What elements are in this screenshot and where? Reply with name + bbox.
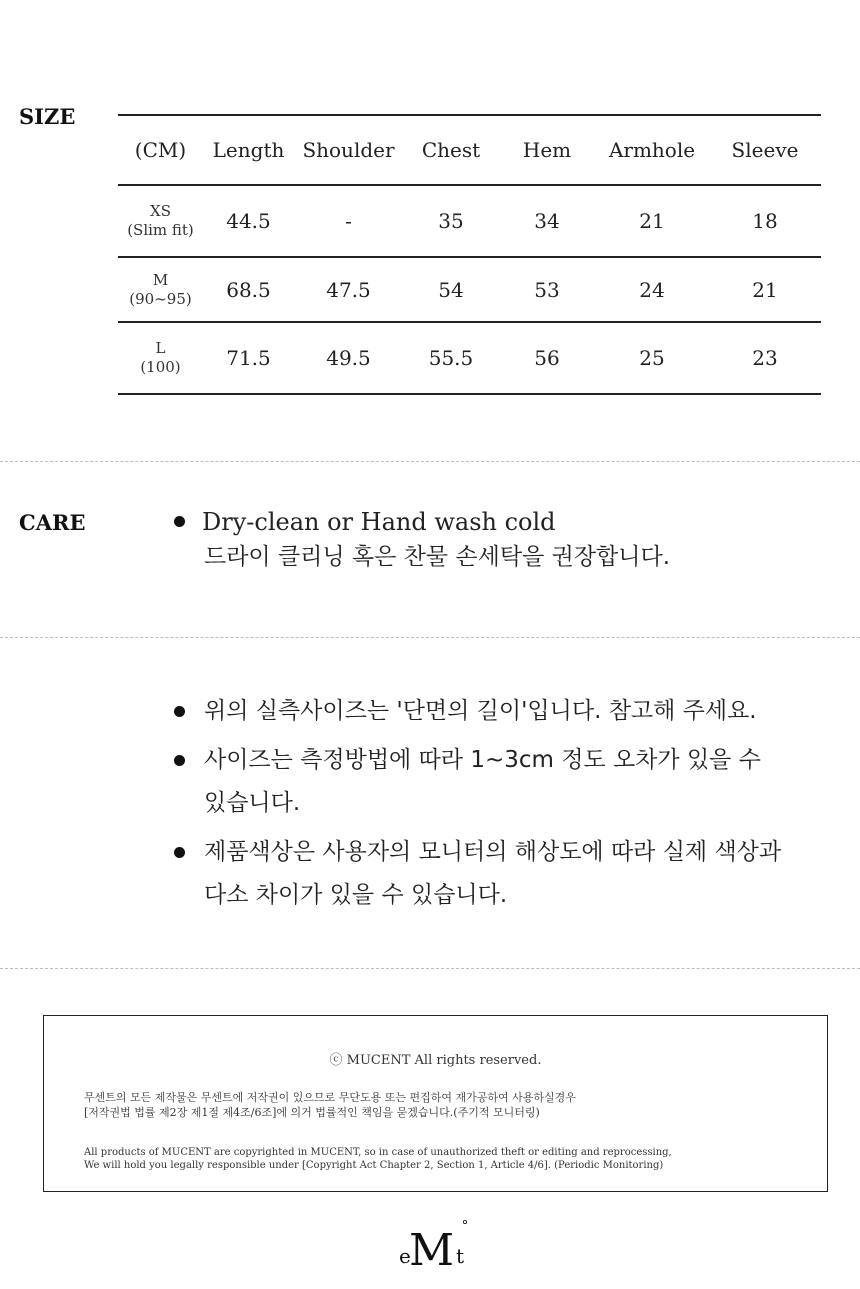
section-divider — [0, 461, 860, 462]
value-sleeve: 18 — [752, 209, 778, 233]
value-hem: 34 — [534, 209, 560, 233]
note-text-continued: 있습니다. — [204, 790, 301, 816]
bullet-icon — [174, 755, 185, 766]
copyright-title: ⓒ MUCENT All rights reserved. — [329, 1053, 542, 1068]
value-shoulder: - — [345, 209, 352, 233]
bullet-icon — [174, 516, 185, 527]
copyright-en-line: We will hold you legally responsible under [Copyright Act Chapter 2, Section 1, Article 4/6]. (Periodic Monitoring) — [84, 1160, 664, 1171]
copyright-ko-line: [저작권법 법률 제2장 제1절 제4조/6조]에 의거 법률적인 책임을 묻겠습니다.(주기적 모니터링) — [84, 1106, 540, 1119]
value-armhole: 25 — [639, 346, 665, 370]
size-note: (90~95) — [129, 289, 192, 308]
section-divider — [0, 968, 860, 969]
bullet-icon — [174, 706, 185, 717]
value-length: 71.5 — [226, 346, 271, 370]
size-table — [118, 114, 821, 395]
notes-list — [174, 690, 854, 923]
size-cell — [118, 185, 203, 257]
care-section-label: CARE — [19, 510, 86, 535]
mucent-logo-icon — [398, 1219, 478, 1269]
bullet-icon — [174, 847, 185, 858]
value-length: 44.5 — [226, 209, 271, 233]
note-text: 제품색상은 사용자의 모니터의 해상도에 따라 실제 색상과 — [204, 839, 782, 865]
header-armhole: Armhole — [595, 115, 709, 185]
size-name: M — [152, 270, 169, 289]
care-instruction-en — [174, 508, 556, 536]
table-row — [118, 257, 821, 322]
value-sleeve: 23 — [752, 346, 778, 370]
copyright-ko-line: 무센트의 모든 제작물은 무센트에 저작권이 있으므로 무단도용 또는 편집하여 재가공하여 사용하실경우 — [84, 1091, 576, 1104]
logo-letter-main: M — [409, 1225, 455, 1269]
value-armhole: 21 — [639, 209, 665, 233]
care-text-en: Dry-clean or Hand wash cold — [202, 508, 556, 536]
value-armhole: 24 — [639, 277, 665, 302]
copyright-en-line: All products of MUCENT are copyrighted in MUCENT, so in case of unauthorized theft or editing and reprocessing, — [84, 1147, 672, 1158]
value-shoulder: 47.5 — [326, 277, 371, 302]
header-sleeve: Sleeve — [709, 115, 821, 185]
list-item — [174, 831, 854, 917]
header-unit: (CM) — [118, 115, 203, 185]
size-note: (100) — [140, 358, 181, 376]
value-hem: 56 — [534, 346, 560, 370]
size-cell — [118, 257, 203, 322]
table-row — [118, 322, 821, 394]
section-divider — [0, 637, 860, 638]
value-hem: 53 — [534, 277, 560, 302]
copyright-text-ko — [84, 1090, 576, 1120]
size-name: L — [155, 339, 166, 357]
list-item — [174, 739, 854, 825]
size-name: XS — [150, 202, 171, 220]
size-table-header-row — [118, 115, 821, 185]
value-length: 68.5 — [226, 277, 271, 302]
list-item — [174, 690, 854, 733]
note-text: 위의 실측사이즈는 '단면의 길이'입니다. 참고해 주세요. — [204, 698, 757, 724]
value-chest: 54 — [438, 277, 464, 302]
size-note: (Slim fit) — [127, 221, 194, 239]
value-chest: 35 — [438, 209, 464, 233]
logo-mark — [463, 1220, 466, 1223]
copyright-text-en — [84, 1146, 672, 1172]
size-cell — [118, 322, 203, 394]
value-chest: 55.5 — [428, 346, 474, 370]
value-sleeve: 21 — [752, 277, 778, 302]
header-shoulder: Shoulder — [294, 115, 403, 185]
logo-letter-left: e — [399, 1244, 411, 1268]
header-chest: Chest — [403, 115, 499, 185]
header-hem: Hem — [499, 115, 595, 185]
care-instruction-ko: 드라이 클리닝 혹은 찬물 손세탁을 권장합니다. — [204, 544, 671, 570]
logo-letter-right: t — [456, 1244, 465, 1268]
value-shoulder: 49.5 — [326, 346, 371, 370]
copyright-notice — [43, 1015, 828, 1192]
table-row — [118, 185, 821, 257]
header-length: Length — [203, 115, 294, 185]
note-text: 사이즈는 측정방법에 따라 1~3cm 정도 오차가 있을 수 — [204, 747, 761, 773]
size-section-label: SIZE — [19, 104, 76, 129]
note-text-continued: 다소 차이가 있을 수 있습니다. — [204, 882, 508, 908]
